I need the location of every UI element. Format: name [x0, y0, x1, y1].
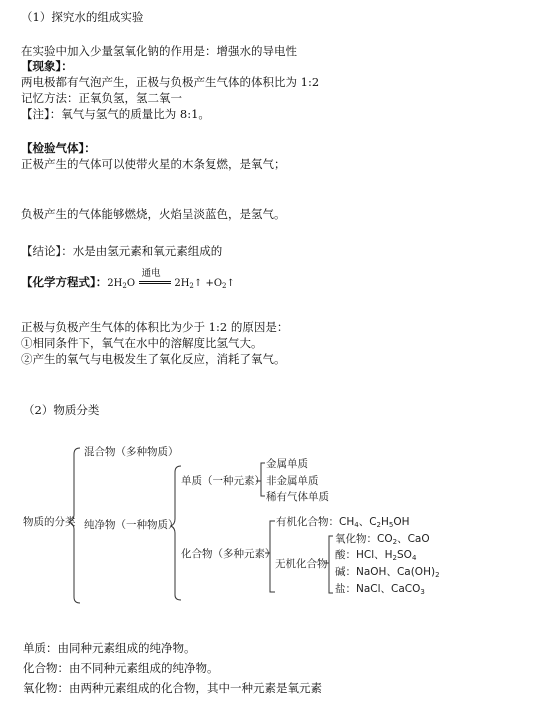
- phenomenon-line: 两电极都有气泡产生，正极与负极产生气体的体积比为 1:2: [21, 75, 320, 89]
- note-line: 【注】：氧气与氢气的质量比为 8:1。: [21, 107, 210, 121]
- tree-nonmetal: 非金属单质: [266, 475, 319, 487]
- definition-oxide: 氧化物：由两种元素组成的化合物，其中一种元素是氧元素: [23, 681, 322, 695]
- tree-metal: 金属单质: [266, 458, 308, 470]
- test-positive-line: 正极产生的气体可以使带火星的木条复燃，是氧气；: [21, 157, 286, 171]
- tree-compound: 化合物（多种元素）: [181, 548, 276, 560]
- section1-title: （1）探究水的组成实验: [21, 10, 144, 24]
- brace-pure: [171, 466, 181, 600]
- equation-products: $2H_2↑$ $+O_2↑$: [174, 278, 235, 290]
- test-negative-line: 负极产生的气体能够燃烧，火焰呈淡蓝色，是氢气。: [21, 207, 286, 221]
- reason-2: ②产生的氧气与电极发生了氧化反应，消耗了氧气。: [21, 352, 286, 366]
- tree-salt: 盐：NaCl、CaCO$_3$: [335, 583, 425, 596]
- equation-tag: 【化学方程式】：: [21, 275, 108, 289]
- definition-elemental: 单质：由同种元素组成的纯净物。: [23, 641, 196, 655]
- conclusion-line: 【结论】：水是由氢元素和氧元素组成的: [21, 244, 223, 258]
- test-gas-tag: 【检验气体】：: [21, 141, 96, 155]
- equation-reactant: $2H_2O$: [107, 278, 136, 290]
- tree-root: 物质的分类: [23, 516, 76, 528]
- tree-base: 碱：NaOH、$Ca(OH)_2$: [335, 566, 440, 579]
- tree-elemental: 单质（一种元素）: [181, 475, 265, 487]
- tree-mixture: 混合物（多种物质）: [84, 446, 179, 458]
- definition-compound: 化合物：由不同种元素组成的纯净物。: [23, 661, 219, 675]
- tree-noble: 稀有气体单质: [266, 491, 329, 503]
- tree-organic: 有机化合物：$CH_4$、$C_2H_5OH$: [276, 516, 410, 529]
- tree-oxide: 氧化物：$CO_2$、CaO: [335, 533, 430, 546]
- equation-condition: 通电: [141, 268, 161, 279]
- phenomenon-tag: 【现象】：: [21, 59, 73, 73]
- tree-acid: 酸：HCl、$H_2SO_4$: [335, 549, 417, 562]
- reason-1: ①相同条件下，氧气在水中的溶解度比氢气大。: [21, 336, 263, 350]
- memory-line: 记忆方法：正氧负氢，氢二氧一: [21, 91, 182, 105]
- reason-title: 正极与负极产生气体的体积比为少于 1:2 的原因是：: [21, 320, 289, 334]
- tree-inorganic: 无机化合物: [275, 558, 328, 570]
- naoh-line: 在实验中加入少量氢氧化钠的作用是：增强水的导电性: [21, 44, 297, 58]
- tree-pure: 纯净物（一种物质）: [84, 519, 179, 531]
- section2-title: （2）物质分类: [23, 403, 100, 417]
